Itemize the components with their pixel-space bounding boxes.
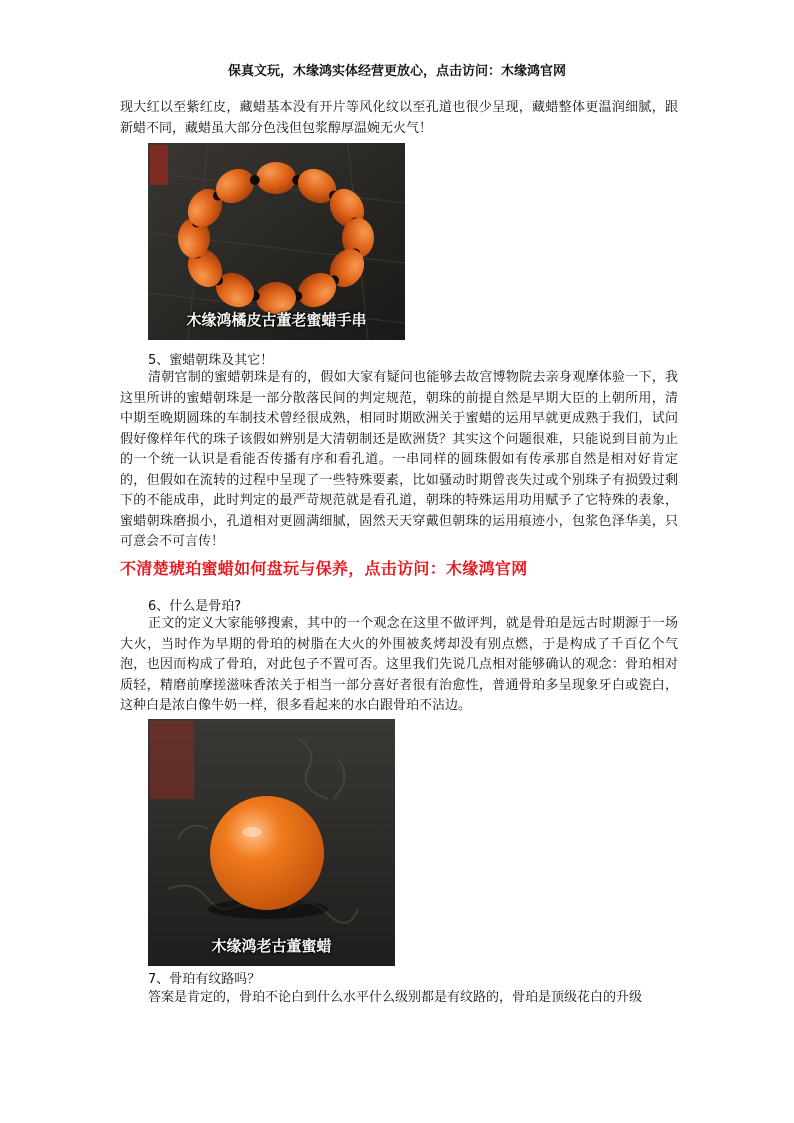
bracelet-caption: 木缘鸿橘皮古董老蜜蜡手串 xyxy=(186,311,367,329)
amber-bead xyxy=(210,796,324,910)
section5-body: 清朝官制的蜜蜡朝珠是有的，假如大家有疑问也能够去故宫博物院去亲身观摩体验一下，我这里所讲的蜜蜡朝珠是一部分散落民间的判定规范，朝珠的前提自然是早期大臣的上朝所用，清中期至晚期圆珠的车制技术曾经很成熟，相同时期欧洲关于蜜蜡的运用早就更成熟于我们，试问假好像样年代的珠子该假如辨别是大清朝制还是欧洲货？其实这个问题很难，只能说到目前为止的一个统一认识是看能否传播有序和看孔道。一串同样的圆珠假如有传承那自然是相对好肯定的，但假如在流转的过程中呈现了一些特殊要素，比如骚动时期曾丧失过或个别珠子有损毁过剩下的不能成串，此时判定的最严苛规范就是看孔道，朝珠的特殊运用功用赋予了它特殊的表象，蜜蜡朝珠磨损小，孔道相对更圆满细腻，固然天天穿戴但朝珠的运用痕迹小，包浆色泽华美，只可意会不可言传！ xyxy=(120,370,678,549)
section7-body: 答案是肯定的，骨珀不论白到什么水平什么级别都是有纹路的，骨珀是顶级花白的升级 xyxy=(148,990,643,1005)
section7-heading: 7、骨珀有纹路吗？ xyxy=(148,972,261,987)
header-banner[interactable]: 保真文玩，木缘鸿实体经营更放心，点击访问：木缘鸿官网 xyxy=(227,64,566,79)
bead-photo xyxy=(148,719,395,966)
spacer-bead xyxy=(250,175,260,185)
section5-heading: 5、蜜蜡朝珠及其它！ xyxy=(148,353,274,368)
cta-link[interactable]: 不清楚琥珀蜜蜡如何盘玩与保养，点击访问：木缘鸿官网 xyxy=(120,559,528,578)
bead-caption: 木缘鸿老古董蜜蜡 xyxy=(211,937,332,955)
bracelet-bead xyxy=(256,162,296,194)
section6-body: 正文的定义大家能够搜索，其中的一个观念在这里不做评判，就是骨珀是远古时期源于一场大火，当时作为早期的骨珀的树脂在大火的外围被炙烤却没有别点燃，于是构成了千百亿个气泡，也因而构成了骨珀，对此包子不置可否。这里我们先说几点相对能够确认的观念：骨珀相对质轻，精磨前摩搓滋味香浓关于相当一部分喜好者很有治愈性，普通骨珀多呈现象牙白或瓷白，这种白是浓白像牛奶一样，很多看起来的水白跟骨珀不沾边。 xyxy=(120,616,678,713)
bead-image xyxy=(148,719,395,966)
bracelet-photo xyxy=(148,143,405,340)
intro-paragraph: 现大红以至紫红皮，藏蜡基本没有开片等风化纹以至孔道也很少呈现，藏蜡整体更温润细腻，跟新蜡不同，藏蜡虽大部分色浅但包浆醇厚温婉无火气！ xyxy=(120,100,678,136)
section6-heading: 6、什么是骨珀? xyxy=(148,599,242,614)
seal-stamp-2 xyxy=(150,721,194,799)
seal-stamp xyxy=(150,145,168,185)
